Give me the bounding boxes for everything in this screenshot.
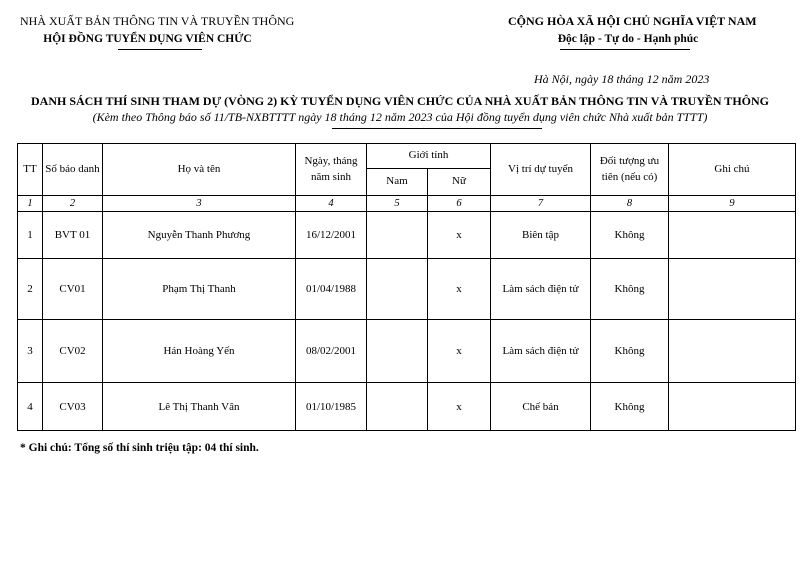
- cell-doi-tuong: Không: [591, 212, 669, 259]
- column-number-row: [18, 196, 796, 212]
- cell-ngay-sinh: 16/12/2001: [296, 212, 367, 259]
- col-header-gioi-tinh: Giới tính: [367, 144, 491, 169]
- cell-ho-ten: Nguyễn Thanh Phương: [103, 212, 296, 259]
- cell-nu: x: [428, 212, 491, 259]
- cell-nam: [367, 259, 428, 320]
- cell-ngay-sinh: 08/02/2001: [296, 320, 367, 383]
- col-header-tt: TT: [18, 144, 43, 196]
- column-number: 3: [103, 196, 296, 212]
- col-header-nam: Nam: [367, 169, 428, 196]
- cell-ghi-chu: [669, 320, 796, 383]
- cell-so-bao-danh: CV01: [43, 259, 103, 320]
- cell-tt: 4: [18, 383, 43, 431]
- document-title: DANH SÁCH THÍ SINH THAM DỰ (VÒNG 2) KỲ TUYỂN DỤNG VIÊN CHỨC CỦA NHÀ XUẤT BẢN THÔNG TIN VÀ TRUYỀN THÔNG: [31, 94, 769, 108]
- col-header-ghi-chu: Ghi chú: [669, 144, 796, 196]
- col-header-nu: Nữ: [428, 169, 491, 196]
- table-row: [18, 383, 796, 431]
- cell-ghi-chu: [669, 259, 796, 320]
- cell-nam: [367, 320, 428, 383]
- cell-doi-tuong: Không: [591, 383, 669, 431]
- column-number: 2: [43, 196, 103, 212]
- cell-ho-ten: Hán Hoàng Yến: [103, 320, 296, 383]
- cell-nu: x: [428, 383, 491, 431]
- publisher-name: NHÀ XUẤT BẢN THÔNG TIN VÀ TRUYỀN THÔNG: [20, 14, 295, 28]
- column-number: 8: [591, 196, 669, 212]
- subtitle-underline: [332, 128, 542, 129]
- document-subtitle: (Kèm theo Thông báo số 11/TB-NXBTTTT ngày 18 tháng 12 năm 2023 của Hội đồng tuyển dụng viên chức Nhà xuất bản TTTT): [92, 110, 708, 124]
- candidate-table: [17, 143, 796, 431]
- column-number: 7: [491, 196, 591, 212]
- col-header-vi-tri: Vị trí dự tuyển: [491, 144, 591, 196]
- col-header-ho-ten: Họ và tên: [103, 144, 296, 196]
- cell-ngay-sinh: 01/10/1985: [296, 383, 367, 431]
- column-number: 5: [367, 196, 428, 212]
- table-row: [18, 212, 796, 259]
- cell-vi-tri: Biên tập: [491, 212, 591, 259]
- footnote: * Ghi chú: Tổng số thí sinh triệu tập: 04 thí sinh.: [20, 442, 259, 454]
- national-title: CỘNG HÒA XÃ HỘI CHỦ NGHĨA VIỆT NAM: [508, 14, 757, 28]
- cell-ghi-chu: [669, 212, 796, 259]
- cell-nam: [367, 383, 428, 431]
- cell-tt: 3: [18, 320, 43, 383]
- cell-ho-ten: Lê Thị Thanh Vân: [103, 383, 296, 431]
- cell-tt: 2: [18, 259, 43, 320]
- cell-nu: x: [428, 259, 491, 320]
- column-number: 4: [296, 196, 367, 212]
- column-number: 1: [18, 196, 43, 212]
- header-left-underline: [118, 49, 202, 50]
- table-row: [18, 259, 796, 320]
- cell-vi-tri: Làm sách điện tử: [491, 259, 591, 320]
- cell-ngay-sinh: 01/04/1988: [296, 259, 367, 320]
- cell-nu: x: [428, 320, 491, 383]
- col-header-so-bao-danh: Số báo danh: [43, 144, 103, 196]
- table-header-row: [18, 144, 796, 169]
- col-header-ngay-sinh: Ngày, tháng năm sinh: [296, 144, 367, 196]
- table-row: [18, 320, 796, 383]
- cell-so-bao-danh: CV02: [43, 320, 103, 383]
- cell-vi-tri: Chế bản: [491, 383, 591, 431]
- recruitment-council-name: HỘI ĐỒNG TUYỂN DỤNG VIÊN CHỨC: [43, 33, 252, 45]
- cell-ghi-chu: [669, 383, 796, 431]
- cell-tt: 1: [18, 212, 43, 259]
- cell-vi-tri: Làm sách điện tử: [491, 320, 591, 383]
- cell-ho-ten: Phạm Thị Thanh: [103, 259, 296, 320]
- cell-so-bao-danh: BVT 01: [43, 212, 103, 259]
- header-right-underline: [560, 49, 690, 50]
- cell-so-bao-danh: CV03: [43, 383, 103, 431]
- cell-doi-tuong: Không: [591, 320, 669, 383]
- document-date: Hà Nội, ngày 18 tháng 12 năm 2023: [534, 72, 710, 86]
- cell-doi-tuong: Không: [591, 259, 669, 320]
- col-header-doi-tuong: Đối tượng ưu tiên (nếu có): [591, 144, 669, 196]
- national-motto: Độc lập - Tự do - Hạnh phúc: [557, 33, 699, 45]
- column-number: 9: [669, 196, 796, 212]
- column-number: 6: [428, 196, 491, 212]
- cell-nam: [367, 212, 428, 259]
